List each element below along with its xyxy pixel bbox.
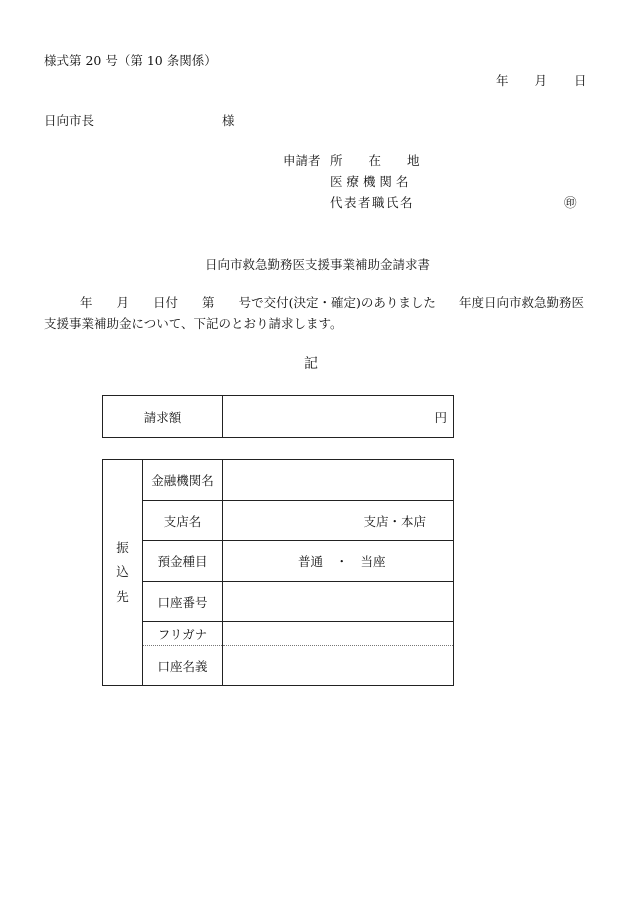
transfer-side-label — [103, 460, 143, 686]
account-number-field[interactable] — [223, 582, 454, 622]
transfer-table — [102, 459, 454, 686]
bank-name-field[interactable] — [223, 460, 454, 501]
address-label-char: 地 — [407, 153, 420, 168]
body-line-2: 支援事業補助金について、下記のとおり請求します。 — [44, 316, 343, 331]
date-day: 日 — [574, 73, 587, 88]
body-day: 日付 — [153, 295, 179, 310]
body-fiscal: 年度日向市救急勤務医 — [459, 295, 585, 310]
branch-label: 支店名 — [143, 501, 223, 541]
furigana-label: フリガナ — [143, 622, 223, 646]
deposit-type-label: 預金種目 — [143, 541, 223, 582]
bank-name-label: 金融機関名 — [143, 460, 223, 501]
institution-label: 医 療 機 関 名 — [330, 174, 409, 189]
claim-amount-label: 請求額 — [103, 396, 223, 438]
date-month: 月 — [534, 73, 548, 88]
form-number: 様式第 20 号（第 10 条関係） — [44, 53, 217, 68]
address-label-char: 所 — [330, 153, 343, 168]
addressee-honorific: 様 — [222, 113, 235, 128]
branch-field[interactable] — [223, 501, 454, 541]
side-label-char: 振 — [116, 539, 129, 555]
address-label — [330, 155, 420, 168]
body-dai: 第 — [202, 295, 215, 310]
branch-type-text: 支店・本店 — [363, 513, 426, 529]
representative-label: 代表者職氏名 — [330, 195, 415, 210]
account-number-label: 口座番号 — [143, 582, 223, 622]
claim-amount-unit: 円 — [434, 409, 447, 425]
date-year: 年 — [496, 73, 509, 88]
body-rest: 号で交付(決定・確定)のありました — [238, 295, 436, 310]
claim-amount-table — [102, 395, 454, 438]
body-month: 月 — [116, 295, 130, 310]
addressee-name: 日向市長 — [44, 113, 95, 128]
deposit-type-options: 普通 ・ 当座 — [298, 554, 386, 569]
claim-amount-field[interactable] — [223, 396, 454, 438]
side-label-char: 込 — [116, 564, 129, 580]
body-year: 年 — [80, 295, 93, 310]
seal-mark: ㊞ — [564, 195, 577, 210]
account-holder-field[interactable] — [223, 646, 454, 686]
ki-heading: 記 — [304, 356, 318, 372]
account-holder-label: 口座名義 — [143, 646, 223, 686]
document-title: 日向市救急勤務医支援事業補助金請求書 — [205, 257, 431, 272]
date-line — [496, 75, 587, 88]
deposit-type-field[interactable] — [223, 541, 454, 582]
address-label-char: 在 — [368, 153, 382, 168]
side-label-char: 先 — [116, 588, 129, 604]
furigana-field[interactable] — [223, 622, 454, 646]
applicant-label: 申請者 — [283, 153, 321, 168]
body-line-1 — [80, 297, 436, 310]
